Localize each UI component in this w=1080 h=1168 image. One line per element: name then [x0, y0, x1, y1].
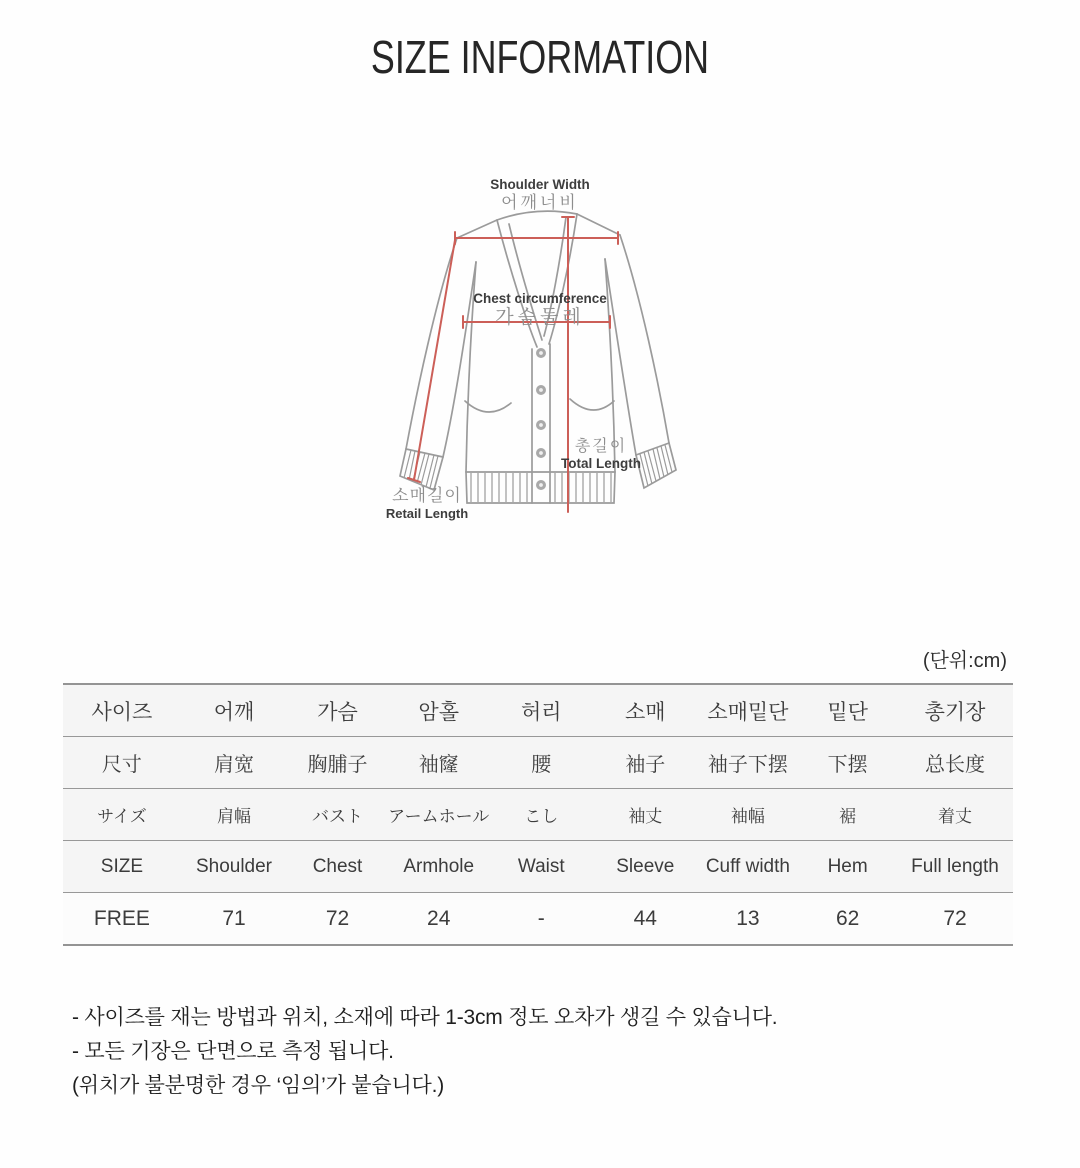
- table-cell: Full length: [911, 855, 999, 877]
- table-cell: 24: [427, 906, 451, 930]
- shoulder-width-label-ko: 어깨너비: [501, 193, 579, 213]
- table-cell: バスト: [312, 807, 364, 826]
- sleeve-length-label: [366, 486, 488, 522]
- table-cell: -: [537, 906, 545, 930]
- chest-circumference-label: [440, 291, 640, 330]
- table-cell: 72: [943, 906, 967, 930]
- table-cell: 总长度: [924, 754, 985, 776]
- chest-circumference-label-ko: 가슴둘레: [495, 307, 585, 329]
- garment-diagram: [370, 158, 710, 538]
- table-cell: Waist: [517, 855, 565, 877]
- shoulder-width-label-en: Shoulder Width: [490, 177, 590, 192]
- table-cell: 胸脯子: [307, 754, 368, 776]
- table-cell: Chest: [312, 855, 363, 877]
- table-cell: Sleeve: [616, 855, 675, 877]
- table-cell: 총기장: [924, 700, 986, 724]
- table-row-chinese: [63, 737, 1013, 789]
- total-length-label-en: Total Length: [561, 456, 641, 472]
- table-cell: 袖丈: [628, 807, 663, 826]
- table-cell: 袖幅: [730, 807, 765, 826]
- note-line: - 모든 기장은 단면으로 측정 됩니다.: [72, 1040, 394, 1063]
- table-cell: 着丈: [937, 807, 972, 826]
- table-cell: 13: [736, 906, 760, 930]
- table-cell: Shoulder: [195, 855, 273, 877]
- table-cell: 72: [325, 906, 350, 930]
- table-cell: 밑단: [827, 700, 868, 724]
- table-cell: 裾: [839, 807, 857, 826]
- table-cell: FREE: [93, 906, 150, 930]
- table-cell: 소매밑단: [707, 700, 789, 724]
- table-cell: サイズ: [97, 807, 147, 826]
- table-row-korean: [63, 685, 1013, 737]
- table-cell: Hem: [827, 855, 868, 877]
- table-cell: 허리: [521, 700, 562, 724]
- table-cell: 袖子下摆: [707, 754, 788, 776]
- total-length-label-ko: 총길이: [574, 438, 628, 455]
- sleeve-measure-line: [408, 240, 455, 482]
- sleeve-length-label-en: Retail Length: [385, 506, 469, 522]
- measurement-notes: [72, 1001, 1032, 1103]
- table-cell: 袖窿: [418, 754, 459, 776]
- table-cell: 암홀: [418, 700, 459, 724]
- table-cell: 어깨: [213, 700, 255, 724]
- chest-circumference-label-en: Chest circumference: [473, 291, 607, 306]
- cardigan-illustration: [370, 158, 710, 538]
- note-line: (위치가 불분명한 경우 ‘임의’가 붙습니다.): [72, 1074, 445, 1097]
- table-cell: 44: [633, 906, 657, 930]
- sleeve-length-label-ko: 소매길이: [392, 486, 462, 505]
- table-cell: SIZE: [100, 855, 144, 877]
- shoulder-width-label: [460, 177, 620, 214]
- note-line: - 사이즈를 재는 방법과 위치, 소재에 따라 1-3cm 정도 오차가 생길 수 있습니다.: [72, 1006, 778, 1029]
- table-cell: 肩幅: [216, 807, 251, 826]
- table-cell: Armhole: [403, 855, 475, 877]
- size-table: [63, 683, 1013, 946]
- table-cell: Cuff width: [705, 855, 790, 877]
- table-row-english: [63, 841, 1013, 893]
- table-cell: 腰: [531, 754, 552, 776]
- table-cell: こし: [524, 807, 559, 826]
- table-cell: 下摆: [827, 754, 868, 776]
- table-row-japanese: [63, 789, 1013, 841]
- page-title: SIZE INFORMATION: [370, 31, 710, 83]
- table-cell: 肩宽: [213, 754, 254, 776]
- total-length-label: [545, 437, 657, 472]
- table-cell: 62: [835, 906, 860, 930]
- unit-label: (단위:cm): [922, 650, 1007, 672]
- table-cell: 가슴: [317, 700, 358, 724]
- shoulder-measure-line: [455, 232, 618, 244]
- table-cell: 71: [222, 906, 246, 930]
- table-cell: 사이즈: [91, 700, 153, 724]
- table-cell: 尺寸: [101, 754, 142, 776]
- table-cell: 소매: [625, 700, 666, 724]
- table-row-free-size: [63, 893, 1013, 944]
- table-cell: アームホール: [388, 807, 490, 826]
- table-cell: 袖子: [625, 754, 666, 776]
